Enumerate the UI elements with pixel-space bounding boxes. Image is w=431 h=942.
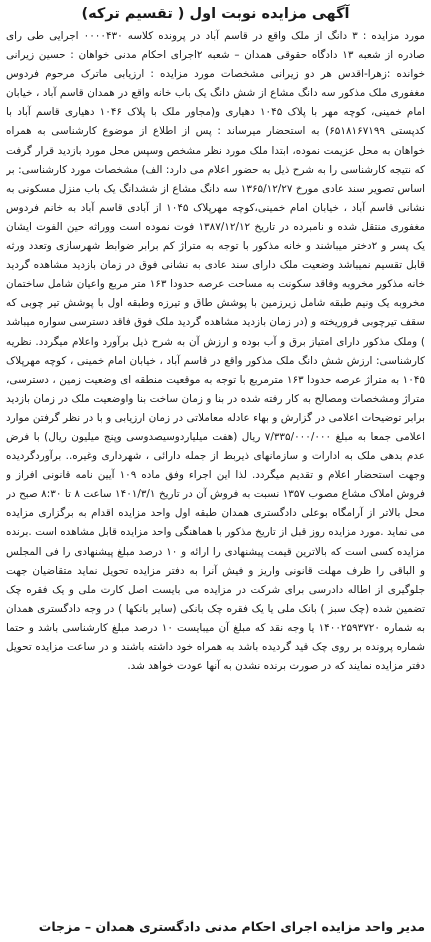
notice-body: مورد مزایده : ۳ دانگ از ملک واقع در قاسم آباد در پرونده کلاسه ۰۰۰۰۴۳۰ اجرایی طی رای صادره از شعبه ۱۳ دادگاه حقوقی همدان – شعبه ۲اجرای احکام مدنی خواهان : حسین زیرانی خوانده :زهرا-اقدس هر دو زیرانی مشخصات مورد مزایده : ارزیابی ماترک مرحوم فردوس مغفوری ملک مذکور سه دانگ مشاع از شش دانگ یک باب خانه واقع در همدان قاسم آباد ، خیابان امام خمینی، کوچه مهر با پلاک ۱۰۴۵ دهیاری و(مجاور ملک با پلاک ۱۰۴۶ دهیاری قاسم آباد با کدپستی ۶۵۱۸۱۶۷۱۹۹) به استحضار میرساند : پس از اطلاع از موضوع کارشناسی به همراه خواهان به محل عزیمت نموده، ابتدا ملک مورد نظر مشخص وسپس محل مورد بازدید قرار گرفت که نتیجه کارشناسی را به شرح ذیل به حضور اعلام می دارد: الف) مشخصات مورد کارشناسی: بر اساس تصویر سند عادی مورخ ۱۳۶۵/۱۲/۲۷ سه دانگ مشاع از ششدانگ یک باب منزل مسکونی به نشانی قاسم آباد ، خیابان امام خمینی،کوچه مهرپلاک ۱۰۴۵ از آبادی قاسم آباد به خانم فردوس مغفوری منتقل شده و نامبرده در تاریخ ۱۳۸۷/۱۲/۱۲ فوت نموده است ووراثه حین الفوت ایشان یک پسر و ۲دختر میباشند و خانه مذکور با توجه به متراژ کم برابر ضوابط شهرسازی وتعدد ورثه قابل تقسیم نمیباشد وضعیت ملک دارای سند عادی به نشانی فوق در زمان بازدید مشاهده گردید خانه مذکور مخروبه وفاقد سکونت به مساحت عرصه حدودا ۱۶۳ متر مربع واعیان شامل ساختمان مخروبه یک ونیم طبقه شامل زیرزمین با پوشش طاق و تیرزه وطبقه اول با پوشش تیر چوبی که سقف تیرچوبی فروریخته و (در زمان بازدید مشاهده گردید ملک فوق فاقد دسترسی سواره میباشد ) وملک مذکور دارای امتیاز برق و آب بوده و ارزش آن به شرح ذیل برآورد واعلام میگردد. نظریه کارشناسی: ارزش شش دانگ ملک مذکور واقع در قاسم آباد ، خیابان امام خمینی ، کوچه مهرپلاک ۱۰۴۵ به متراژ عرصه حدودا ۱۶۳ مترمربع با توجه به موقعیت منطقه ای وضعیت زمین ، دسترسی، متراژ ومشخصات ومصالح به کار رفته شده در بنا و زمان ساخت بنا واوضعیت ملک در زمان بازدید برابر توضیحات اعلامی در گزارش و بهاء عادله معاملاتی در زمان ارزیابی و با در نظر گرفتن موارد اعلامی جمعا به مبلغ ۷/۳۳۵/۰۰۰/۰۰۰ ریال (هفت میلیاردوسیصدوسی وپنج میلیون ریال) با فرض عدم بدهی ملک به ادارات و سازمانهای ذیربط از جمله دارائی ، شهرداری وغیره.. برآوردگردیده وجهت استحضار اعلام و تقدیم میگردد. لذا این اجراء وفق ماده ۱۰۹ آیین نامه قانونی افراز و فروش املاک مشاع مصوب ۱۳۵۷ نسبت به فروش آن در تاریخ ۱۴۰۱/۳/۱ ساعت ۸ تا ۸:۳۰ صبح در محل بالاتر از آرامگاه بوعلی دادگستری همدان طبقه اول واحد مزایده اقدام به برگزاری مزایده می نماید .مورد مزایده روز قبل از تاریخ مذکور با هماهنگی واحد مزایده قابل مشاهده است .برنده مزایده کسی است که بالاترین قیمت پیشنهادی را ارائه و ۱۰ درصد مبلغ پیشنهادی را فی المجلس و الباقی را ظرف مهلت قانونی واریز و فیش آنرا به دفتر مزایده تحویل نماید متقاضیان جهت جلوگیری از اطاله دادرسی برای شرکت در مزایده می بایست اصل کارت ملی و یک فقره چک تضمین شده (چک سبز ) بانک ملی یا یک فقره چک بانکی (سایر بانکها ) در وجه دادگستری همدان به شماره ۱۴۰۰۲۵۹۳۷۲۰ یا وجه نقد که مبلغ آن میبایست ۱۰ درصد مبلغ کارشناسی باشد و حتما شماره پرونده بر روی چک قید گردیده باشد به همراه خود داشته باشند و در ساعت مزایده تحویل دفتر مزایده نمایند که در صورت برنده نشدن به آنها عودت خواهد شد. xyxy=(6,30,425,673)
notice-signature: مدیر واحد مزایده اجرای احکام مدنی دادگستری همدان – مزجات xyxy=(38,919,425,934)
notice-title: آگهی مزایده نوبت اول ( تقسیم ترکه) xyxy=(81,6,350,22)
